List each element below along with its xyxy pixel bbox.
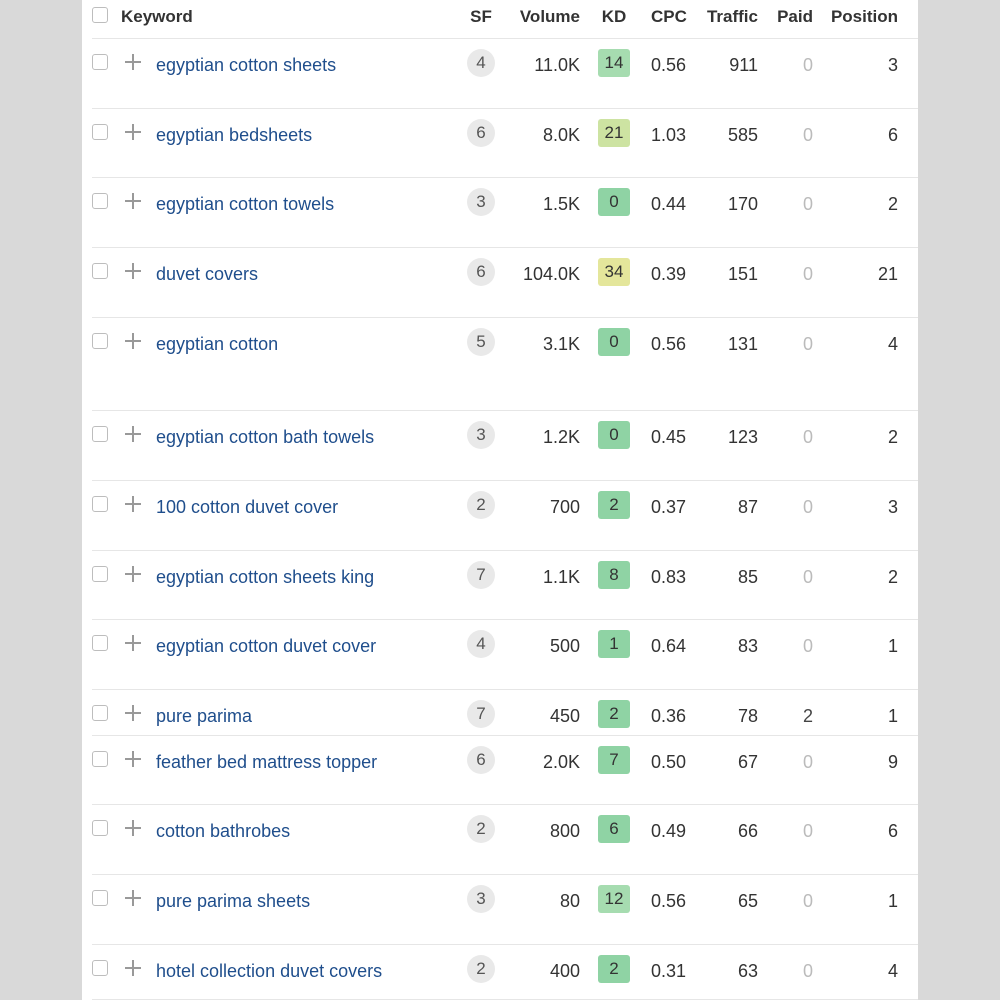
traffic-value: 585 — [727, 125, 758, 145]
table-row — [92, 551, 918, 620]
paid-value: 0 — [802, 821, 813, 841]
keyword-link[interactable]: egyptian bedsheets — [156, 125, 313, 145]
row-checkbox[interactable] — [92, 635, 108, 651]
table-row — [92, 736, 918, 805]
sf-badge[interactable]: 4 — [467, 630, 495, 658]
volume-value: 1.5K — [542, 194, 580, 214]
traffic-value: 65 — [737, 891, 758, 911]
position-value: 9 — [887, 752, 898, 772]
kd-badge: 8 — [598, 561, 630, 589]
kd-badge: 14 — [598, 49, 630, 77]
row-checkbox[interactable] — [92, 496, 108, 512]
plus-icon[interactable] — [124, 819, 142, 837]
position-value: 2 — [887, 567, 898, 587]
paid-value: 0 — [802, 427, 813, 447]
traffic-value: 83 — [737, 636, 758, 656]
plus-icon[interactable] — [124, 332, 142, 350]
sf-badge[interactable]: 6 — [467, 119, 495, 147]
volume-value: 80 — [559, 891, 580, 911]
paid-value: 0 — [802, 194, 813, 214]
volume-value: 400 — [549, 961, 580, 981]
plus-icon[interactable] — [124, 425, 142, 443]
row-checkbox[interactable] — [92, 263, 108, 279]
table-row — [92, 875, 918, 945]
volume-value: 8.0K — [542, 125, 580, 145]
row-checkbox[interactable] — [92, 54, 108, 70]
keyword-link[interactable]: egyptian cotton — [156, 334, 279, 354]
plus-icon[interactable] — [124, 192, 142, 210]
table-row — [92, 39, 918, 109]
table-header — [92, 0, 918, 39]
keyword-table — [82, 0, 918, 1000]
kd-badge: 2 — [598, 700, 630, 728]
paid-value: 0 — [802, 891, 813, 911]
row-checkbox[interactable] — [92, 751, 108, 767]
position-value: 1 — [887, 891, 898, 911]
volume-value: 11.0K — [534, 55, 580, 75]
plus-icon[interactable] — [124, 750, 142, 768]
traffic-value: 123 — [727, 427, 758, 447]
volume-value: 500 — [549, 636, 580, 656]
kd-badge: 34 — [598, 258, 630, 286]
paid-value: 0 — [802, 55, 813, 75]
row-checkbox[interactable] — [92, 566, 108, 582]
traffic-value: 67 — [737, 752, 758, 772]
keyword-link[interactable]: feather bed mattress topper — [156, 752, 378, 772]
paid-value: 0 — [802, 567, 813, 587]
position-value: 1 — [887, 706, 898, 726]
table-row — [92, 805, 918, 875]
row-checkbox[interactable] — [92, 960, 108, 976]
traffic-value: 78 — [737, 706, 758, 726]
traffic-value: 85 — [737, 567, 758, 587]
position-value: 4 — [887, 334, 898, 354]
plus-icon[interactable] — [124, 123, 142, 141]
sf-badge[interactable]: 2 — [467, 955, 495, 983]
position-value: 21 — [877, 264, 898, 284]
plus-icon[interactable] — [124, 704, 142, 722]
row-checkbox[interactable] — [92, 333, 108, 349]
sf-badge[interactable]: 7 — [467, 700, 495, 728]
sf-badge[interactable]: 2 — [467, 815, 495, 843]
sf-badge[interactable]: 2 — [467, 491, 495, 519]
keyword-link[interactable]: egyptian cotton duvet cover — [156, 636, 377, 656]
traffic-value: 63 — [737, 961, 758, 981]
position-value: 6 — [887, 821, 898, 841]
sf-badge[interactable]: 5 — [467, 328, 495, 356]
cpc-value: 0.56 — [651, 334, 687, 354]
kd-badge: 1 — [598, 630, 630, 658]
traffic-value: 131 — [727, 334, 758, 354]
table-row — [92, 690, 918, 736]
sf-badge[interactable]: 6 — [467, 746, 495, 774]
volume-value: 104.0K — [522, 264, 580, 284]
volume-value: 450 — [549, 706, 580, 726]
plus-icon[interactable] — [124, 634, 142, 652]
keyword-link[interactable]: hotel collection duvet covers — [156, 961, 383, 981]
volume-value: 700 — [549, 497, 580, 517]
sf-badge[interactable]: 6 — [467, 258, 495, 286]
table-row — [92, 248, 918, 318]
kd-badge: 7 — [598, 746, 630, 774]
traffic-value: 170 — [727, 194, 758, 214]
cpc-value: 0.37 — [651, 497, 687, 517]
cpc-value: 0.64 — [651, 636, 687, 656]
volume-value: 3.1K — [542, 334, 580, 354]
row-checkbox[interactable] — [92, 820, 108, 836]
row-checkbox[interactable] — [92, 426, 108, 442]
plus-icon[interactable] — [124, 959, 142, 977]
keyword-link[interactable]: egyptian cotton bath towels — [156, 427, 375, 447]
col-paid[interactable]: Paid — [777, 7, 813, 26]
plus-icon[interactable] — [124, 889, 142, 907]
cpc-value: 0.83 — [651, 567, 687, 587]
cpc-value: 0.44 — [651, 194, 687, 214]
table-row — [92, 318, 918, 411]
col-sf[interactable]: SF — [470, 7, 492, 26]
plus-icon[interactable] — [124, 262, 142, 280]
paid-value: 0 — [802, 334, 813, 354]
paid-value: 0 — [802, 264, 813, 284]
sf-badge[interactable]: 4 — [467, 49, 495, 77]
row-checkbox[interactable] — [92, 890, 108, 906]
keyword-link[interactable]: pure parima sheets — [156, 891, 311, 911]
sf-badge[interactable]: 3 — [467, 188, 495, 216]
select-all-checkbox[interactable] — [92, 7, 108, 23]
table-row — [92, 945, 918, 1000]
table-row — [92, 620, 918, 690]
volume-value: 1.1K — [542, 567, 580, 587]
sf-badge[interactable]: 7 — [467, 561, 495, 589]
kd-badge: 2 — [598, 955, 630, 983]
col-keyword[interactable]: Keyword — [121, 7, 193, 26]
row-checkbox[interactable] — [92, 124, 108, 140]
traffic-value: 87 — [737, 497, 758, 517]
position-value: 3 — [887, 497, 898, 517]
keyword-link[interactable]: duvet covers — [156, 264, 259, 284]
paid-value: 2 — [802, 706, 813, 726]
traffic-value: 151 — [727, 264, 758, 284]
keyword-link[interactable]: egyptian cotton sheets — [156, 55, 337, 75]
position-value: 4 — [887, 961, 898, 981]
kd-badge: 6 — [598, 815, 630, 843]
cpc-value: 0.50 — [651, 752, 687, 772]
sf-badge[interactable]: 3 — [467, 885, 495, 913]
position-value: 1 — [887, 636, 898, 656]
kd-badge: 2 — [598, 491, 630, 519]
keyword-link[interactable]: pure parima — [156, 706, 253, 726]
cpc-value: 0.56 — [651, 55, 687, 75]
cpc-value: 0.45 — [651, 427, 687, 447]
kd-badge: 21 — [598, 119, 630, 147]
position-value: 2 — [887, 194, 898, 214]
table-row — [92, 481, 918, 551]
col-position[interactable]: Position — [830, 7, 898, 26]
cpc-value: 1.03 — [651, 125, 687, 145]
kd-badge: 0 — [598, 188, 630, 216]
paid-value: 0 — [802, 497, 813, 517]
cpc-value: 0.49 — [651, 821, 687, 841]
keyword-link[interactable]: cotton bathrobes — [156, 821, 291, 841]
col-cpc[interactable]: CPC — [651, 7, 687, 26]
paid-value: 0 — [802, 636, 813, 656]
position-value: 2 — [887, 427, 898, 447]
table-row — [92, 411, 918, 481]
paid-value: 0 — [802, 752, 813, 772]
plus-icon[interactable] — [124, 495, 142, 513]
kd-badge: 0 — [598, 421, 630, 449]
cpc-value: 0.31 — [651, 961, 687, 981]
position-value: 3 — [887, 55, 898, 75]
volume-value: 800 — [549, 821, 580, 841]
paid-value: 0 — [802, 125, 813, 145]
keyword-link[interactable]: egyptian cotton sheets king — [156, 567, 375, 587]
row-checkbox[interactable] — [92, 193, 108, 209]
table-row — [92, 109, 918, 178]
plus-icon[interactable] — [124, 565, 142, 583]
volume-value: 2.0K — [542, 752, 580, 772]
kd-badge: 0 — [598, 328, 630, 356]
table-row — [92, 178, 918, 248]
traffic-value: 911 — [729, 55, 758, 75]
position-value: 6 — [887, 125, 898, 145]
keyword-link[interactable]: egyptian cotton towels — [156, 194, 335, 214]
row-checkbox[interactable] — [92, 705, 108, 721]
col-volume[interactable]: Volume — [519, 7, 580, 26]
keyword-link[interactable]: 100 cotton duvet cover — [156, 497, 339, 517]
cpc-value: 0.39 — [651, 264, 687, 284]
volume-value: 1.2K — [542, 427, 580, 447]
sf-badge[interactable]: 3 — [467, 421, 495, 449]
traffic-value: 66 — [737, 821, 758, 841]
paid-value: 0 — [802, 961, 813, 981]
plus-icon[interactable] — [124, 53, 142, 71]
kd-badge: 12 — [598, 885, 630, 913]
col-kd[interactable]: KD — [601, 7, 627, 26]
cpc-value: 0.36 — [651, 706, 687, 726]
cpc-value: 0.56 — [651, 891, 687, 911]
col-traffic[interactable]: Traffic — [706, 7, 758, 26]
